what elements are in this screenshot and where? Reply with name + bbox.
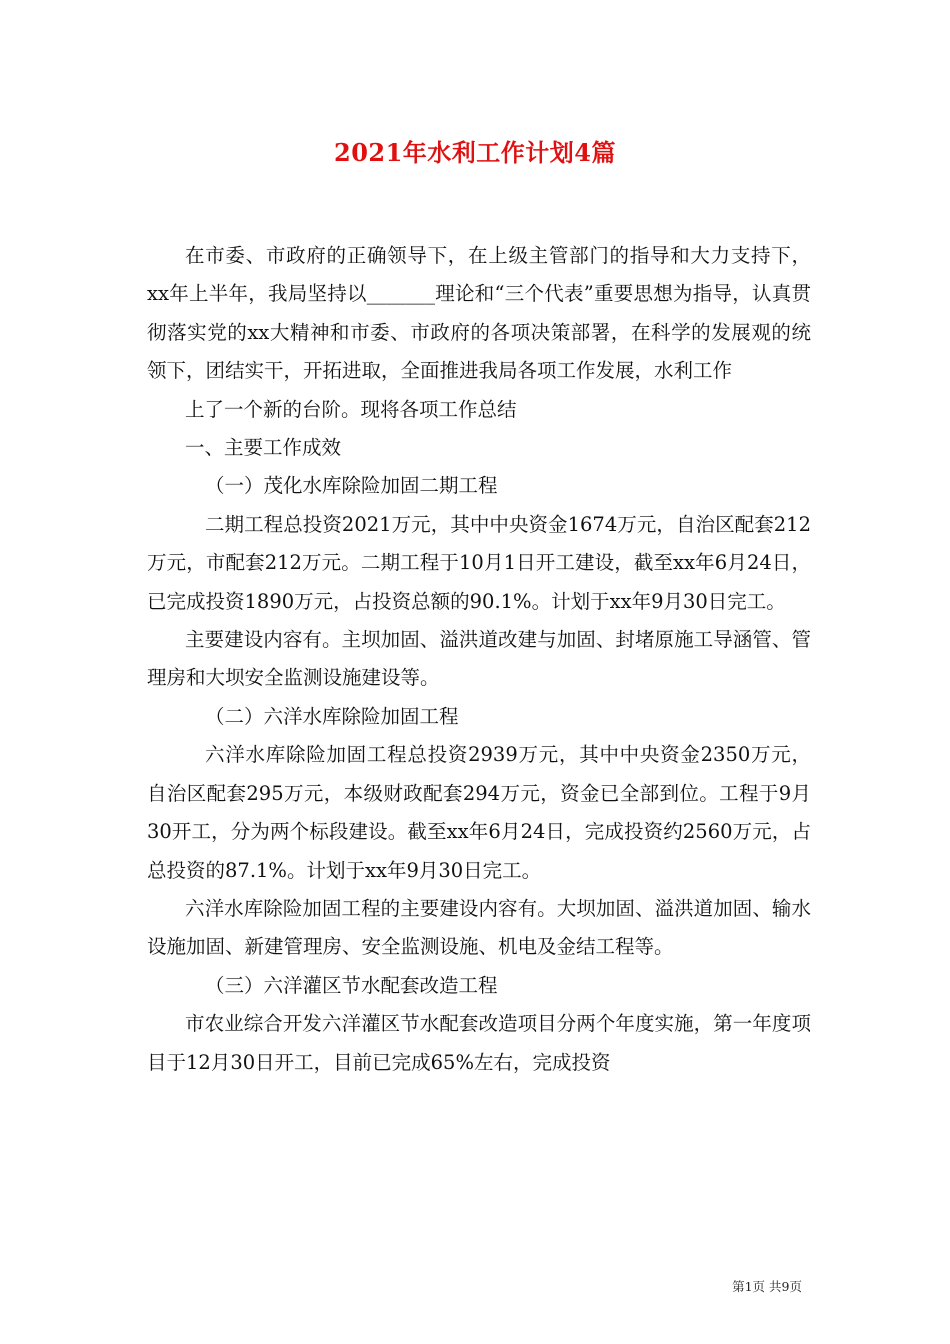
document-title: 2021年水利工作计划4篇 — [334, 138, 616, 167]
paragraph-summary: 上了一个新的台阶。现将各项工作总结 — [185, 397, 517, 421]
section-heading: 一、主要工作成效 — [185, 436, 342, 460]
subsection-heading: （一）茂化水库除险加固二期工程 — [205, 474, 498, 498]
paragraph: 六洋水库除险加固工程总投资2939万元，其中中央资金2350万元，自治区配套295万元，本级财政配套294万元，资金已全部到位。工程于9月30开工，分为两个标段建设。截至xx年6月24日，完成投资约2560万元，占总投资的87.1%。计划于xx年9月30日完工。 — [147, 743, 811, 882]
subsection-heading: （二）六洋水库除险加固工程 — [205, 704, 459, 728]
page-number: 第1页 共9页 — [732, 1279, 802, 1294]
subsection-heading: （三）六洋灌区节水配套改造工程 — [205, 973, 498, 997]
paragraph: 二期工程总投资2021万元，其中中央资金1674万元，自治区配套212万元，市配套212万元。二期工程于10月1日开工建设，截至xx年6月24日，已完成投资1890万元，占投资总额的90.1%。计划于xx年9月30日完工。 — [147, 512, 811, 613]
paragraph: 市农业综合开发六洋灌区节水配套改造项目分两个年度实施，第一年度项目于12月30日开工，目前已完成65%左右，完成投资 — [147, 1012, 811, 1074]
paragraph-intro: 在市委、市政府的正确领导下，在上级主管部门的指导和大力支持下，xx年上半年，我局坚持以_______理论和“三个代表”重要思想为指导，认真贯彻落实党的xx大精神和市委、市政府的各项决策部署，在科学的发展观的统领下，团结实干，开拓进取，全面推进我局各项工作发展，水利工作 — [147, 244, 811, 383]
paragraph: 六洋水库除险加固工程的主要建设内容有。大坝加固、溢洪道加固、输水设施加固、新建管理房、安全监测设施、机电及金结工程等。 — [147, 896, 811, 959]
document-body — [147, 237, 811, 1082]
paragraph: 主要建设内容有。主坝加固、溢洪道改建与加固、封堵原施工导涵管、管理房和大坝安全监测设施建设等。 — [147, 628, 811, 690]
